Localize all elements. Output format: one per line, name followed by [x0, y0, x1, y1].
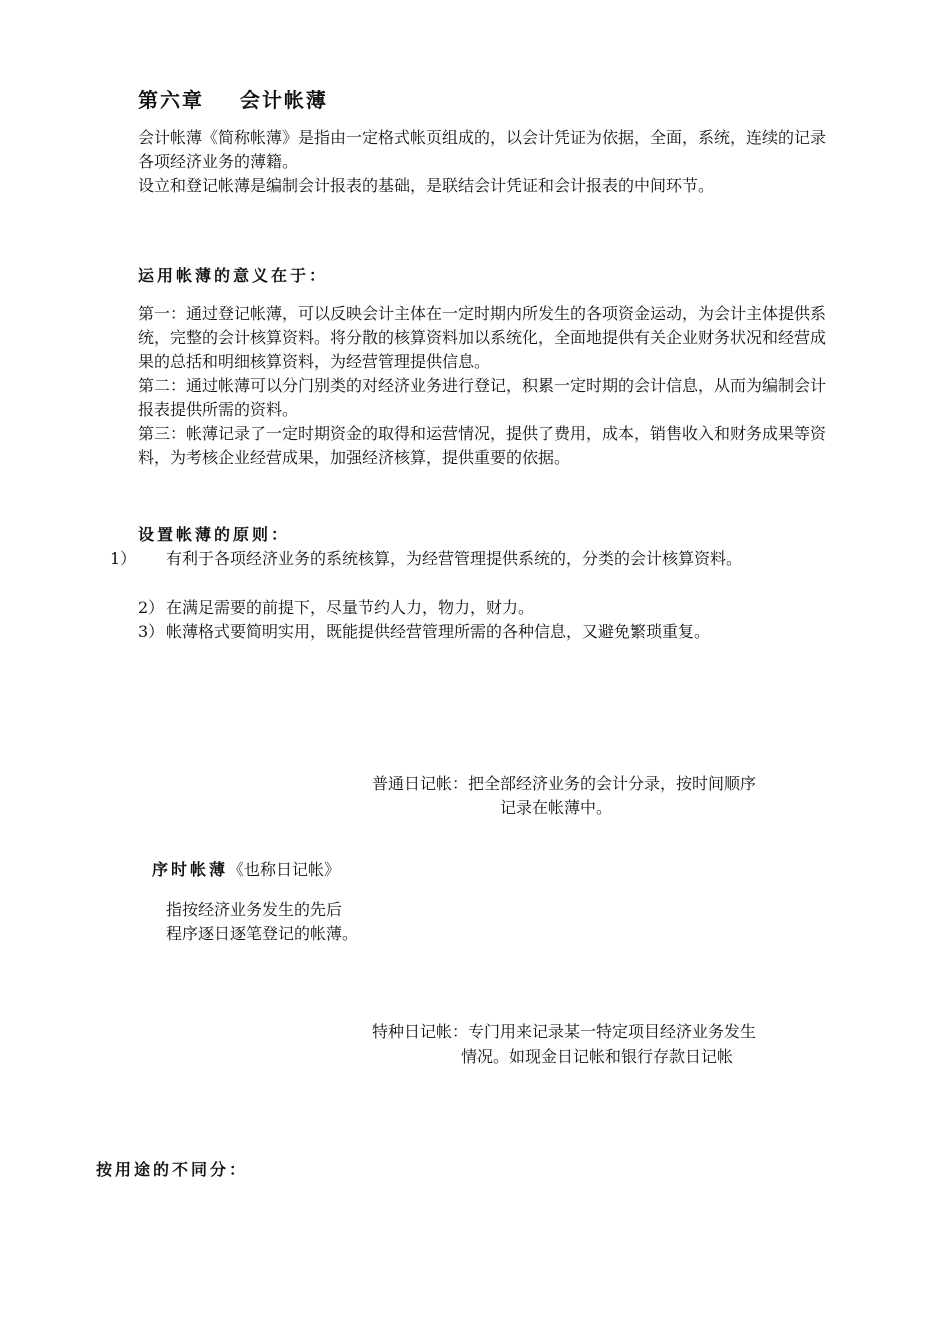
sequential-heading-bold: 序时帐薄 — [152, 860, 229, 879]
principle-text: 有利于各项经济业务的系统核算，为经营管理提供系统的，分类的会计核算资料。 — [166, 549, 743, 568]
sequential-desc-line-1: 指按经济业务发生的先后 — [166, 900, 343, 919]
significance-heading: 运用帐薄的意义在于： — [138, 266, 329, 285]
special-journal-line-2: 情况。如现金日记帐和银行存款日记帐 — [461, 1047, 734, 1066]
general-journal-line-1: 普通日记帐：把全部经济业务的会计分录，按时间顺序 — [372, 774, 757, 793]
by-purpose-heading: 按用途的不同分： — [96, 1160, 249, 1179]
principle-number: 2） — [138, 598, 165, 617]
principle-item-1 — [110, 547, 838, 571]
principle-number: 1） — [110, 549, 137, 568]
significance-first: 第一：通过登记帐薄，可以反映会计主体在一定时期内所发生的各项资金运动，为会计主体提供系统，完整的会计核算资料。将分散的核算资料加以系统化，全面地提供有关企业财务状况和经营成果的总括和明细核算资料，为经营管理提供信息。 — [138, 304, 827, 371]
general-journal-line-2: 记录在帐薄中。 — [500, 798, 613, 817]
principle-text: 在满足需要的前提下，尽量节约人力，物力，财力。 — [166, 598, 535, 617]
principle-item-2 — [138, 596, 838, 620]
principle-number: 3） — [138, 622, 165, 641]
significance-third: 第三：帐薄记录了一定时期资金的取得和运营情况，提供了费用，成本，销售收入和财务成果等资料，为考核企业经营成果，加强经济核算，提供重要的依据。 — [138, 424, 827, 467]
sequential-desc-line-2: 程序逐日逐笔登记的帐薄。 — [166, 924, 359, 943]
sequential-heading-note: 《也称日记帐》 — [228, 860, 341, 879]
special-journal-line-1: 特种日记帐：专门用来记录某一特定项目经济业务发生 — [372, 1022, 757, 1041]
principles-heading: 设置帐薄的原则： — [138, 525, 291, 544]
principle-item-3 — [138, 620, 838, 644]
intro-paragraph-1: 会计帐薄《简称帐薄》是指由一定格式帐页组成的，以会计凭证为依据，全面，系统，连续的记录各项经济业务的薄籍。 — [138, 128, 827, 171]
principle-text: 帐薄格式要简明实用，既能提供经营管理所需的各种信息，又避免繁琐重复。 — [166, 622, 711, 641]
significance-second: 第二：通过帐薄可以分门别类的对经济业务进行登记，积累一定时期的会计信息，从而为编制会计报表提供所需的资料。 — [138, 376, 827, 419]
chapter-title: 第六章 会计帐薄 — [138, 88, 328, 112]
sequential-heading — [152, 857, 340, 880]
intro-paragraph-2: 设立和登记帐薄是编制会计报表的基础，是联结会计凭证和会计报表的中间环节。 — [138, 176, 715, 195]
